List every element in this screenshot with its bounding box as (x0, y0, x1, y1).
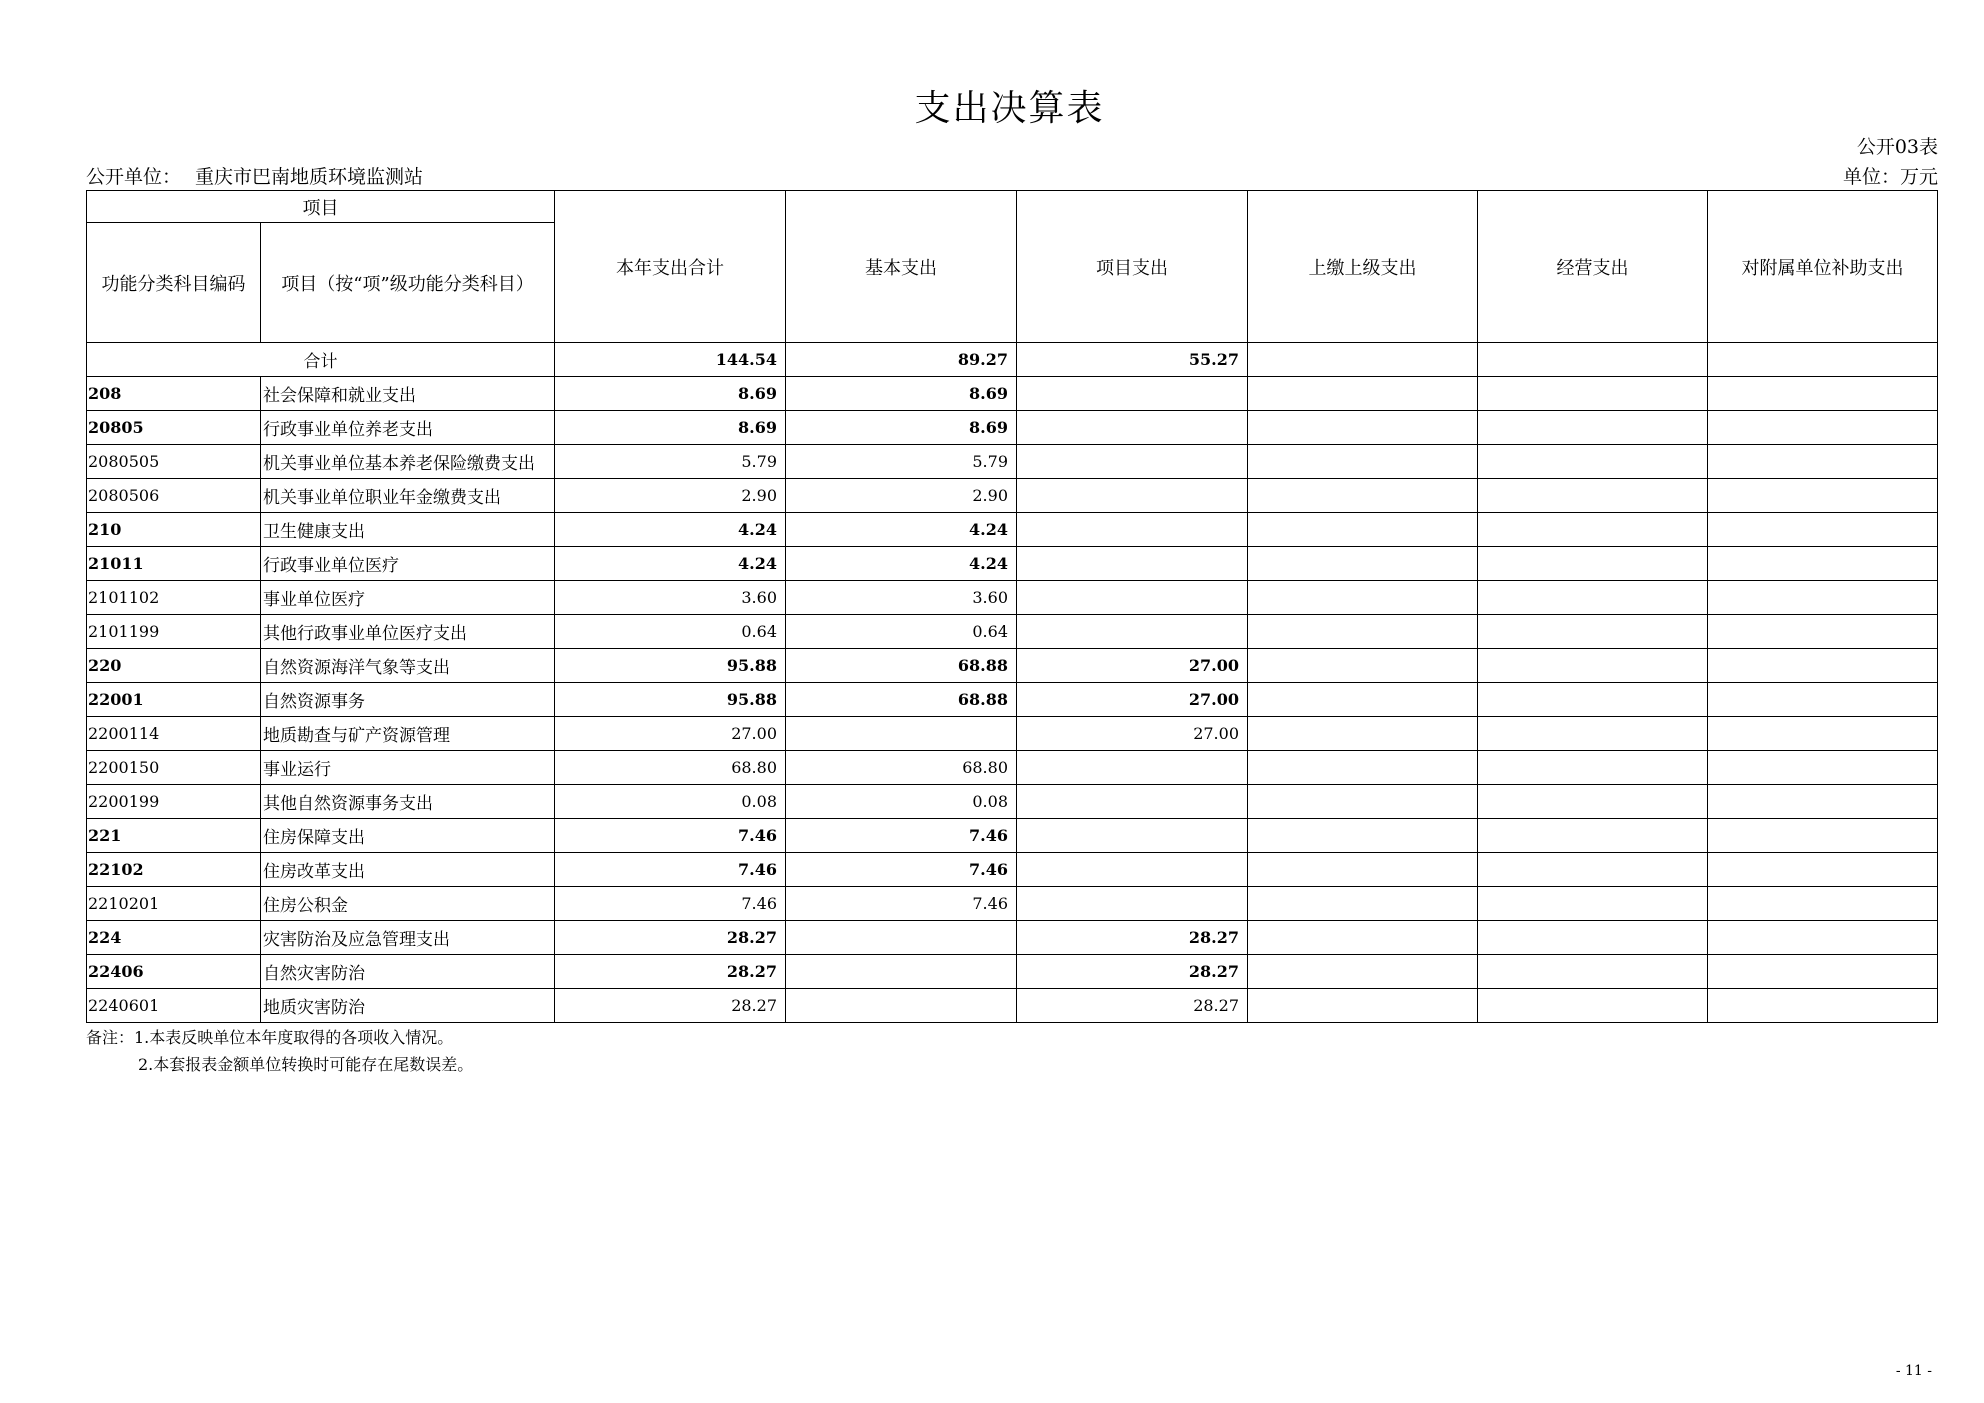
code-cell: 2101102 (87, 581, 261, 615)
table-body (87, 343, 1938, 1023)
total-cell: 7.46 (555, 819, 786, 853)
name-cell: 其他自然资源事务支出 (261, 785, 555, 819)
subsidy-cell (1708, 853, 1938, 887)
business-cell (1478, 411, 1708, 445)
code-cell: 2200114 (87, 717, 261, 751)
subsidy-cell (1708, 581, 1938, 615)
total-cell: 27.00 (555, 717, 786, 751)
business-cell (1478, 887, 1708, 921)
upper-cell (1248, 853, 1478, 887)
table-row (87, 479, 1938, 513)
subsidy-cell (1708, 649, 1938, 683)
code-cell: 22001 (87, 683, 261, 717)
business-cell (1478, 547, 1708, 581)
table-row (87, 785, 1938, 819)
table-row (87, 751, 1938, 785)
page-title: 支出决算表 (914, 88, 1105, 129)
project-cell (1017, 887, 1248, 921)
project-cell (1017, 581, 1248, 615)
subsidy-cell (1708, 717, 1938, 751)
table-row (87, 445, 1938, 479)
header-upper: 上缴上级支出 (1248, 191, 1478, 343)
basic-cell: 4.24 (786, 513, 1017, 547)
business-cell (1478, 445, 1708, 479)
total-cell-total: 144.54 (555, 343, 786, 377)
project-cell: 28.27 (1017, 989, 1248, 1023)
business-cell (1478, 989, 1708, 1023)
total-cell: 7.46 (555, 853, 786, 887)
table-row (87, 411, 1938, 445)
code-cell: 220 (87, 649, 261, 683)
name-cell: 地质灾害防治 (261, 989, 555, 1023)
project-cell (1017, 377, 1248, 411)
header-project: 项目支出 (1017, 191, 1248, 343)
table-row (87, 955, 1938, 989)
business-cell (1478, 785, 1708, 819)
page-number: - 11 - (1895, 1363, 1932, 1379)
upper-cell (1248, 989, 1478, 1023)
unit-line (86, 162, 1938, 186)
total-cell: 5.79 (555, 445, 786, 479)
org-info (86, 162, 423, 189)
header-row-1 (87, 191, 1938, 223)
basic-cell (786, 955, 1017, 989)
name-cell: 社会保障和就业支出 (261, 377, 555, 411)
table-row (87, 649, 1938, 683)
code-cell: 2101199 (87, 615, 261, 649)
table-row (87, 581, 1938, 615)
subsidy-cell (1708, 479, 1938, 513)
upper-cell (1248, 479, 1478, 513)
upper-cell (1248, 955, 1478, 989)
notes (86, 1024, 473, 1078)
total-cell: 4.24 (555, 547, 786, 581)
code-cell: 20805 (87, 411, 261, 445)
subsidy-cell (1708, 819, 1938, 853)
code-cell: 21011 (87, 547, 261, 581)
basic-cell (786, 717, 1017, 751)
table-row (87, 683, 1938, 717)
business-cell (1478, 819, 1708, 853)
code-cell: 2240601 (87, 989, 261, 1023)
total-cell-upper (1248, 343, 1478, 377)
business-cell (1478, 649, 1708, 683)
currency-unit: 单位：万元 (1842, 166, 1938, 188)
basic-cell: 3.60 (786, 581, 1017, 615)
code-cell: 2080505 (87, 445, 261, 479)
business-cell (1478, 377, 1708, 411)
name-cell: 住房改革支出 (261, 853, 555, 887)
project-cell: 28.27 (1017, 955, 1248, 989)
project-cell (1017, 751, 1248, 785)
project-cell: 27.00 (1017, 717, 1248, 751)
total-cell: 8.69 (555, 411, 786, 445)
total-cell-project: 55.27 (1017, 343, 1248, 377)
business-cell (1478, 615, 1708, 649)
name-cell: 自然灾害防治 (261, 955, 555, 989)
project-cell: 27.00 (1017, 649, 1248, 683)
subsidy-cell (1708, 683, 1938, 717)
name-cell: 自然资源事务 (261, 683, 555, 717)
total-cell: 2.90 (555, 479, 786, 513)
basic-cell: 5.79 (786, 445, 1017, 479)
table-row (87, 615, 1938, 649)
name-cell: 行政事业单位养老支出 (261, 411, 555, 445)
total-cell-subsidy (1708, 343, 1938, 377)
project-cell (1017, 445, 1248, 479)
subsidy-cell (1708, 989, 1938, 1023)
code-cell: 22102 (87, 853, 261, 887)
total-cell: 28.27 (555, 921, 786, 955)
basic-cell: 68.80 (786, 751, 1017, 785)
total-cell: 0.08 (555, 785, 786, 819)
business-cell (1478, 955, 1708, 989)
upper-cell (1248, 683, 1478, 717)
name-cell: 灾害防治及应急管理支出 (261, 921, 555, 955)
total-label: 合计 (87, 343, 555, 377)
total-cell: 4.24 (555, 513, 786, 547)
total-cell: 3.60 (555, 581, 786, 615)
basic-cell: 68.88 (786, 683, 1017, 717)
upper-cell (1248, 581, 1478, 615)
project-cell (1017, 547, 1248, 581)
header-business: 经营支出 (1478, 191, 1708, 343)
code-cell: 2080506 (87, 479, 261, 513)
note-line-2: 2.本套报表金额单位转换时可能存在尾数误差。 (138, 1055, 474, 1074)
project-cell (1017, 479, 1248, 513)
name-cell: 行政事业单位医疗 (261, 547, 555, 581)
basic-cell: 2.90 (786, 479, 1017, 513)
basic-cell: 0.08 (786, 785, 1017, 819)
name-cell: 卫生健康支出 (261, 513, 555, 547)
subsidy-cell (1708, 887, 1938, 921)
name-cell: 地质勘查与矿产资源管理 (261, 717, 555, 751)
project-cell: 27.00 (1017, 683, 1248, 717)
business-cell (1478, 479, 1708, 513)
subsidy-cell (1708, 513, 1938, 547)
name-cell: 自然资源海洋气象等支出 (261, 649, 555, 683)
form-code: 公开03表 (1856, 136, 1938, 158)
name-cell: 住房保障支出 (261, 819, 555, 853)
total-cell: 8.69 (555, 377, 786, 411)
header-name: 项目（按“项”级功能分类科目） (261, 223, 555, 343)
header-code: 功能分类科目编码 (87, 223, 261, 343)
table-row (87, 377, 1938, 411)
upper-cell (1248, 717, 1478, 751)
table-row (87, 819, 1938, 853)
subsidy-cell (1708, 615, 1938, 649)
total-cell: 28.27 (555, 955, 786, 989)
code-cell: 221 (87, 819, 261, 853)
code-cell: 2200199 (87, 785, 261, 819)
project-cell (1017, 513, 1248, 547)
total-cell: 95.88 (555, 683, 786, 717)
upper-cell (1248, 513, 1478, 547)
business-cell (1478, 853, 1708, 887)
total-row (87, 343, 1938, 377)
upper-cell (1248, 377, 1478, 411)
code-cell: 2200150 (87, 751, 261, 785)
header-total: 本年支出合计 (555, 191, 786, 343)
total-cell: 7.46 (555, 887, 786, 921)
total-cell-basic: 89.27 (786, 343, 1017, 377)
code-cell: 210 (87, 513, 261, 547)
total-cell: 0.64 (555, 615, 786, 649)
subsidy-cell (1708, 377, 1938, 411)
upper-cell (1248, 785, 1478, 819)
subsidy-cell (1708, 751, 1938, 785)
basic-cell: 8.69 (786, 411, 1017, 445)
total-cell: 68.80 (555, 751, 786, 785)
code-cell: 22406 (87, 955, 261, 989)
code-cell: 224 (87, 921, 261, 955)
subsidy-cell (1708, 411, 1938, 445)
project-cell: 28.27 (1017, 921, 1248, 955)
upper-cell (1248, 445, 1478, 479)
project-cell (1017, 853, 1248, 887)
basic-cell: 7.46 (786, 819, 1017, 853)
org-name: 重庆市巴南地质环境监测站 (195, 166, 424, 188)
name-cell: 事业运行 (261, 751, 555, 785)
upper-cell (1248, 411, 1478, 445)
project-cell (1017, 411, 1248, 445)
name-cell: 机关事业单位基本养老保险缴费支出 (261, 445, 555, 479)
subsidy-cell (1708, 445, 1938, 479)
table-row (87, 921, 1938, 955)
name-cell: 住房公积金 (261, 887, 555, 921)
subsidy-cell (1708, 955, 1938, 989)
total-cell-business (1478, 343, 1708, 377)
upper-cell (1248, 547, 1478, 581)
basic-cell: 7.46 (786, 887, 1017, 921)
code-cell: 2210201 (87, 887, 261, 921)
table-row (87, 717, 1938, 751)
table-row (87, 547, 1938, 581)
basic-cell: 8.69 (786, 377, 1017, 411)
business-cell (1478, 581, 1708, 615)
table-row (87, 513, 1938, 547)
project-cell (1017, 615, 1248, 649)
basic-cell: 7.46 (786, 853, 1017, 887)
business-cell (1478, 513, 1708, 547)
table-row (87, 887, 1938, 921)
upper-cell (1248, 649, 1478, 683)
code-cell: 208 (87, 377, 261, 411)
subsidy-cell (1708, 547, 1938, 581)
basic-cell: 68.88 (786, 649, 1017, 683)
table-row (87, 989, 1938, 1023)
project-cell (1017, 785, 1248, 819)
business-cell (1478, 751, 1708, 785)
subsidy-cell (1708, 921, 1938, 955)
name-cell: 机关事业单位职业年金缴费支出 (261, 479, 555, 513)
header-project-group: 项目 (87, 191, 555, 223)
basic-cell: 4.24 (786, 547, 1017, 581)
unit-label: 公开单位： (86, 166, 182, 188)
upper-cell (1248, 819, 1478, 853)
basic-cell (786, 921, 1017, 955)
business-cell (1478, 717, 1708, 751)
business-cell (1478, 683, 1708, 717)
upper-cell (1248, 921, 1478, 955)
basic-cell: 0.64 (786, 615, 1017, 649)
upper-cell (1248, 751, 1478, 785)
upper-cell (1248, 887, 1478, 921)
table-row (87, 853, 1938, 887)
header-basic: 基本支出 (786, 191, 1017, 343)
name-cell: 其他行政事业单位医疗支出 (261, 615, 555, 649)
total-cell: 95.88 (555, 649, 786, 683)
header-subsidy: 对附属单位补助支出 (1708, 191, 1938, 343)
basic-cell (786, 989, 1017, 1023)
note-line-1: 备注：1.本表反映单位本年度取得的各项收入情况。 (86, 1028, 454, 1047)
upper-cell (1248, 615, 1478, 649)
name-cell: 事业单位医疗 (261, 581, 555, 615)
subsidy-cell (1708, 785, 1938, 819)
project-cell (1017, 819, 1248, 853)
total-cell: 28.27 (555, 989, 786, 1023)
business-cell (1478, 921, 1708, 955)
expenditure-table (86, 190, 1938, 1023)
